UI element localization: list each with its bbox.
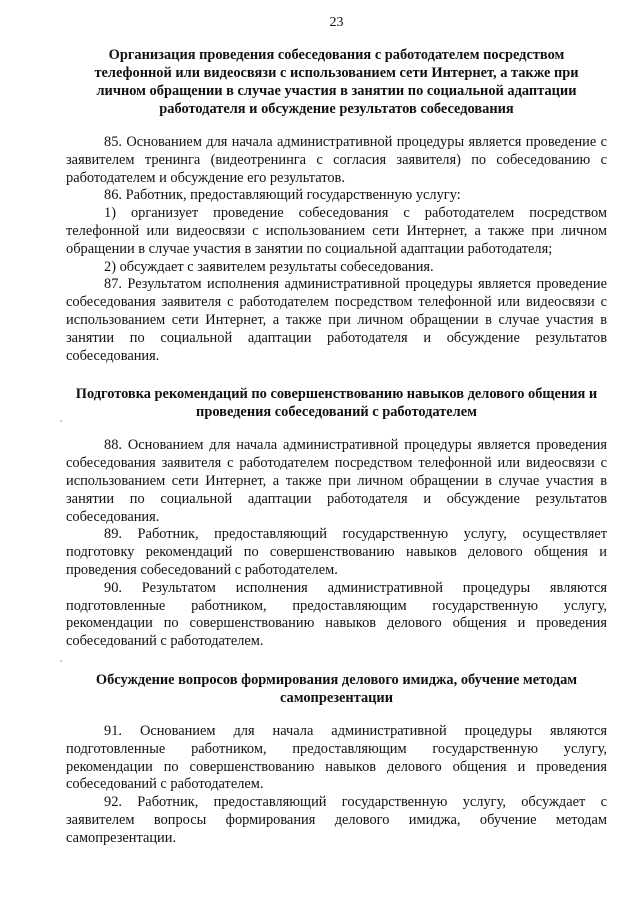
section-interview-organization [66, 46, 607, 365]
paragraph-88: 88. Основанием для начала административной процедуры является проведения собеседования заявителя с работодателем посредством телефонной или видеосвязи с использованием сети Интернет, а также при личном обращении в случае участия в занятии по социальной адаптации работодателя и обсуждение результатов собеседования. [66, 437, 607, 525]
paragraph-89: 89. Работник, предоставляющий государственную услугу, осуществляет подготовку рекомендаций по совершенствованию навыков делового общения и проведения собеседований с работодателем. [66, 526, 607, 578]
section-business-image [66, 671, 607, 848]
section-heading: Подготовка рекомендаций по совершенствованию навыков делового общения и проведения собеседований с работодателем [75, 386, 598, 421]
page-number: 23 [329, 15, 344, 30]
paragraph-91: 91. Основанием для начала административной процедуры являются подготовленные работником, предоставляющим государственную услугу, рекомендации по совершенствованию навыков делового общения и проведения собеседований с работодателем. [66, 722, 607, 793]
section-recommendations [66, 385, 607, 651]
section-body [66, 723, 607, 848]
paragraph-90: 90. Результатом исполнения административной процедуры являются подготовленные работником, предоставляющим государственную услугу, рекомендации по совершенствованию навыков делового общения и проведения собеседований с работодателем. [66, 579, 607, 650]
paragraph-86-item-1: 1) организует проведение собеседования с работодателем посредством телефонной или видеосвязи с использованием сети Интернет, а также при личном обращении в случае участия в занятии по социальной адаптации работодателя; [66, 205, 607, 257]
scan-margin-mark [60, 660, 62, 662]
paragraph-86-item-2: 2) обсуждает с заявителем результаты собеседования. [104, 258, 434, 275]
section-heading: Организация проведения собеседования с работодателем посредством телефонной или видеосвязи с использованием сети Интернет, а также при личном обращении в случае участия в занятии по социальной адаптации работодателя и обсуждение результатов собеседования [94, 47, 579, 117]
paragraph-87: 87. Результатом исполнения административной процедуры является проведение собеседования заявителя с работодателем посредством телефонной или видеосвязи с использованием сети Интернет, а также при личном обращении в случае участия в занятии по социальной адаптации работодателя и обсуждение результатов собеседования. [66, 276, 607, 364]
section-body [66, 437, 607, 651]
paragraph-86: 86. Работник, предоставляющий государственную услугу: [104, 187, 461, 204]
section-body [66, 134, 607, 365]
section-heading: Обсуждение вопросов формирования делового имиджа, обучение методам самопрезентации [95, 671, 578, 706]
scan-margin-mark [60, 420, 62, 422]
paragraph-92: 92. Работник, предоставляющий государственную услугу, обсуждает с заявителем вопросы формирования делового имиджа, обучение методам самопрезентации. [66, 794, 607, 846]
paragraph-85: 85. Основанием для начала административной процедуры является проведение с заявителем тренинга (видеотренинга с согласия заявителя) по собеседованию с работодателем и обсуждение его результатов. [66, 134, 607, 186]
document-page [66, 14, 607, 848]
